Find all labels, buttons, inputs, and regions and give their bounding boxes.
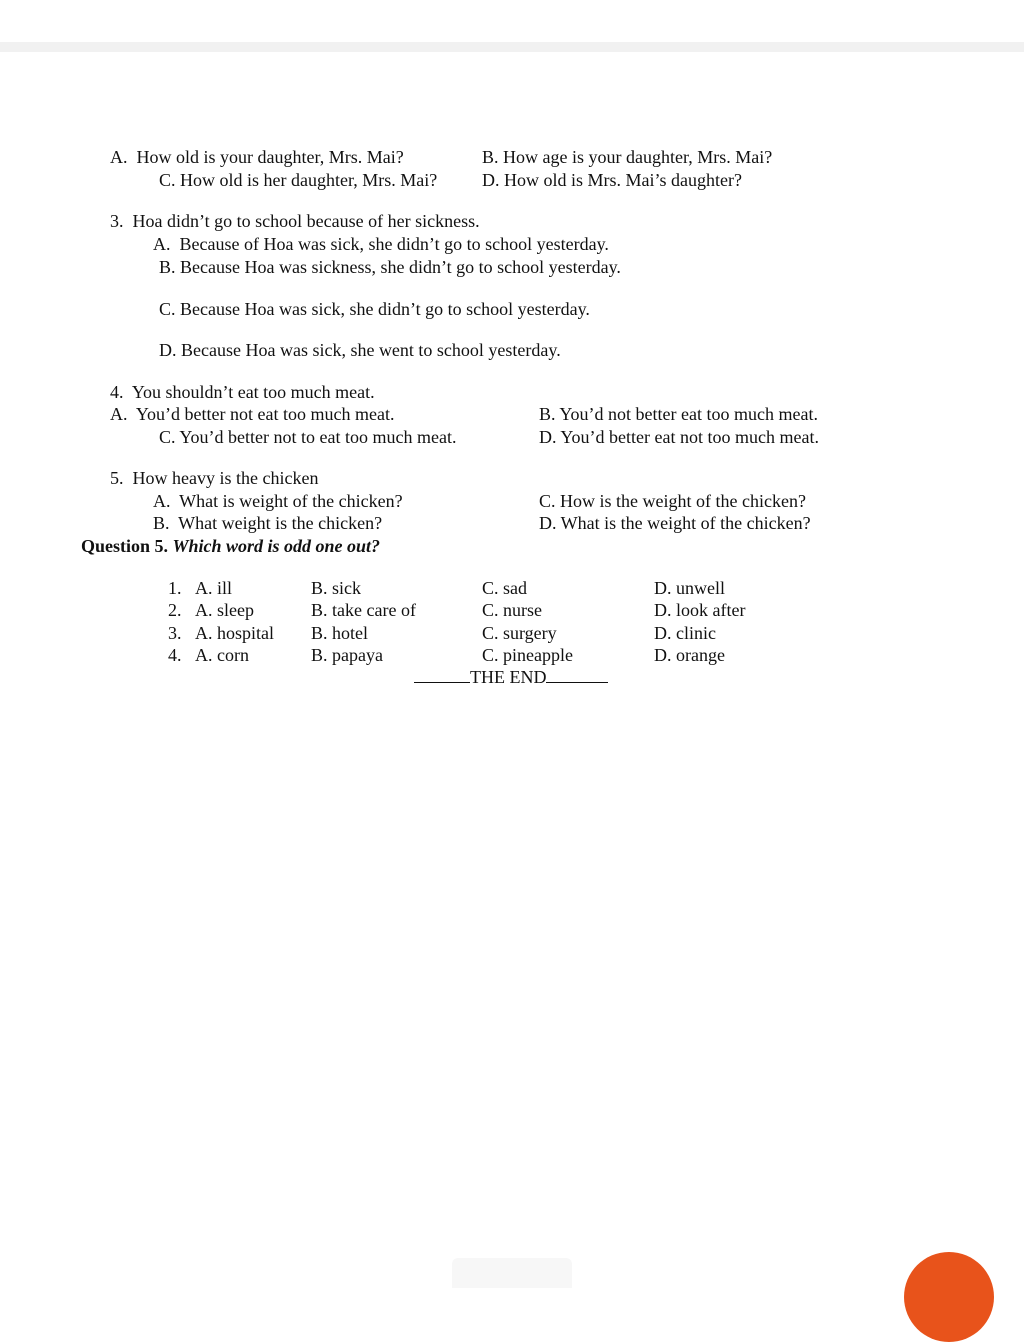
odd-row-4-num: 4. [168, 645, 182, 665]
odd-row-4-d: D. orange [654, 645, 725, 665]
q5-stem: 5. How heavy is the chicken [110, 468, 319, 488]
q5-option-b: B. What weight is the chicken? [153, 513, 383, 533]
odd-row-1-c: C. sad [482, 578, 527, 598]
q4-option-a: A. You’d better not eat too much meat. [110, 404, 395, 424]
q2-option-a: A. How old is your daughter, Mrs. Mai? [110, 147, 404, 167]
q4-stem: 4. You shouldn’t eat too much meat. [110, 382, 375, 402]
the-end-text: THE END [470, 667, 547, 687]
section-label: Question 5. [81, 536, 169, 556]
q3-stem: 3. Hoa didn’t go to school because of her sickness. [110, 211, 480, 231]
odd-row-2-b: B. take care of [311, 600, 416, 620]
odd-row-1-num: 1. [168, 578, 182, 598]
q2-option-b: B. How age is your daughter, Mrs. Mai? [482, 147, 773, 167]
odd-row-2-num: 2. [168, 600, 182, 620]
section-instruction: Which word is odd one out? [172, 536, 381, 556]
odd-row-2-a: A. sleep [195, 600, 254, 620]
q4-option-b: B. You’d not better eat too much meat. [539, 404, 818, 424]
the-end-rule-left [414, 666, 470, 683]
q4-option-d: D. You’d better eat not too much meat. [539, 427, 819, 447]
odd-row-3-b: B. hotel [311, 623, 368, 643]
odd-row-3-num: 3. [168, 623, 182, 643]
odd-row-3-a: A. hospital [195, 623, 274, 643]
odd-row-2-d: D. look after [654, 600, 746, 620]
odd-row-3-d: D. clinic [654, 623, 716, 643]
floating-action-button[interactable] [904, 1252, 994, 1342]
odd-row-1-a: A. ill [195, 578, 233, 598]
odd-row-1-d: D. unwell [654, 578, 725, 598]
q3-option-b: B. Because Hoa was sickness, she didn’t go to school yesterday. [159, 257, 621, 277]
q5-option-a: A. What is weight of the chicken? [153, 491, 403, 511]
odd-row-4-a: A. corn [195, 645, 249, 665]
odd-row-4-b: B. papaya [311, 645, 383, 665]
the-end-rule-right [546, 666, 608, 683]
q2-option-c: C. How old is her daughter, Mrs. Mai? [159, 170, 438, 190]
q5-option-d: D. What is the weight of the chicken? [539, 513, 811, 533]
q3-option-c: C. Because Hoa was sick, she didn’t go to school yesterday. [159, 299, 590, 319]
the-end-line [414, 666, 608, 688]
q4-option-c: C. You’d better not to eat too much meat. [159, 427, 457, 447]
q2-option-d: D. How old is Mrs. Mai’s daughter? [482, 170, 742, 190]
odd-row-1-b: B. sick [311, 578, 362, 598]
bottom-handle[interactable] [452, 1258, 572, 1288]
section-heading [81, 535, 380, 557]
q3-option-d: D. Because Hoa was sick, she went to school yesterday. [159, 340, 561, 360]
odd-row-2-c: C. nurse [482, 600, 542, 620]
q3-option-a: A. Because of Hoa was sick, she didn’t go to school yesterday. [153, 234, 609, 254]
q5-option-c: C. How is the weight of the chicken? [539, 491, 806, 511]
odd-row-3-c: C. surgery [482, 623, 557, 643]
odd-row-4-c: C. pineapple [482, 645, 573, 665]
